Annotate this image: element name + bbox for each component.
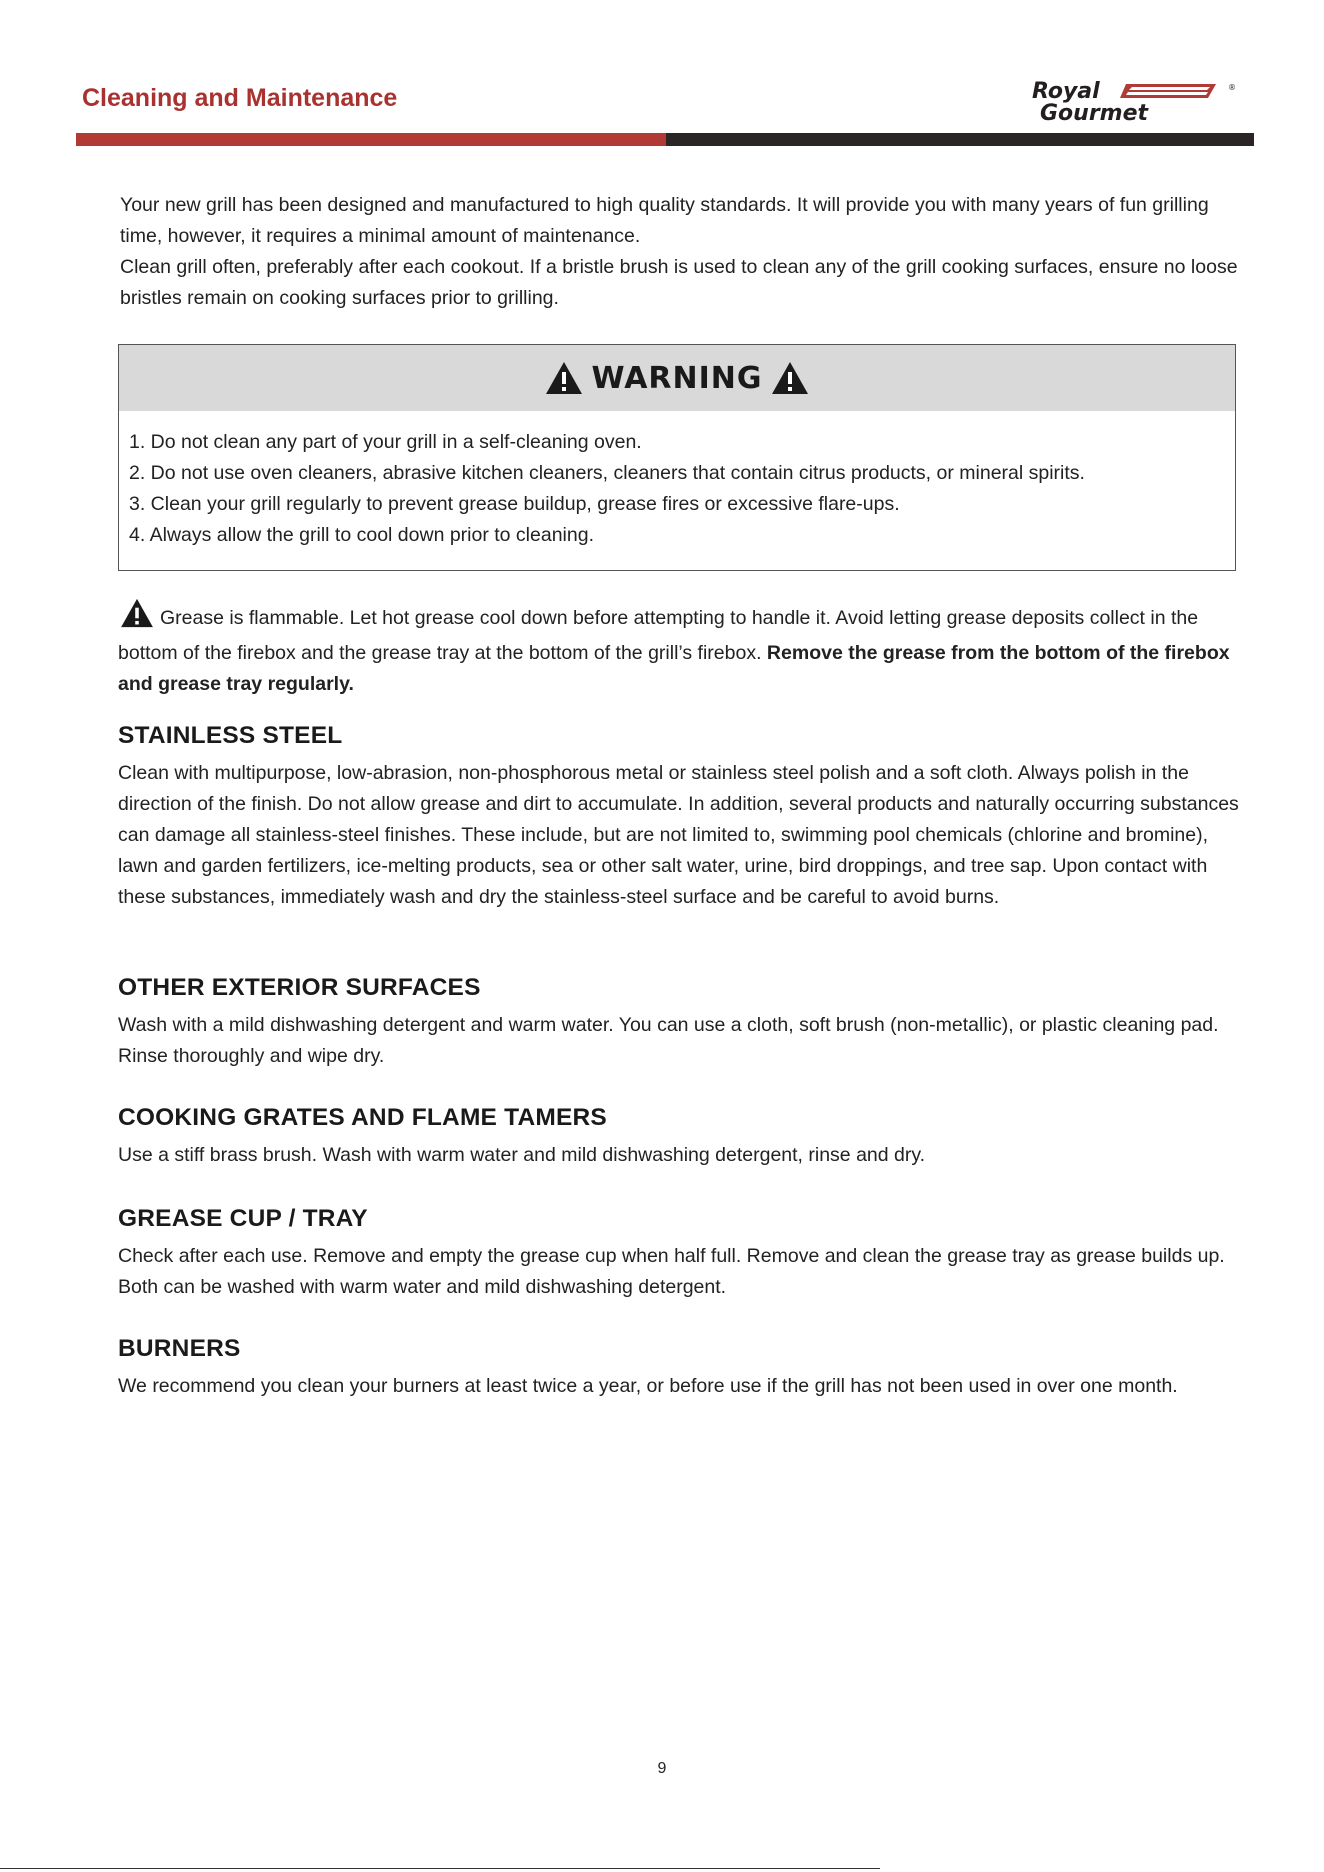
header-bar-dark: [666, 133, 1254, 146]
section-stainless-steel: [118, 722, 1248, 913]
section-body: Wash with a mild dishwashing detergent and warm water. You can use a cloth, soft brush (non-metallic), or plastic cleaning pad. Rinse thoroughly and wipe dry.: [118, 1014, 1219, 1067]
logo-line2: Gourmet: [1040, 101, 1149, 124]
bottom-rule: [0, 1868, 880, 1869]
section-body: We recommend you clean your burners at least twice a year, or before use if the grill has not been used in over one month.: [118, 1375, 1178, 1397]
intro-text: [120, 190, 1240, 314]
grease-caution-note: [118, 598, 1248, 700]
section-body: Clean with multipurpose, low-abrasion, non-phosphorous metal or stainless steel polish and a soft cloth. Always polish in the direction of the finish. Do not allow grease and dirt to accumulate. In addition, several products and naturally occurring substances can damage all stainless-steel finishes. These include, but are not limited to, swimming pool chemicals (chlorine and bromine), lawn and garden fertilizers, ice-melting products, sea or other salt water, urine, bird droppings, and tree sap. Upon contact with these substances, immediately wash and dry the stainless-steel surface and be careful to avoid burns.: [118, 762, 1239, 908]
warning-list: [119, 411, 1235, 551]
royal-gourmet-logo: [1028, 78, 1242, 124]
warning-header: [119, 345, 1235, 411]
warning-box: [118, 344, 1236, 571]
section-grease-cup-tray: [118, 1205, 1248, 1303]
section-cooking-grates: [118, 1104, 1248, 1171]
logo-line1: Royal: [1032, 79, 1100, 104]
warning-triangle-icon: [118, 598, 156, 638]
intro-paragraph-2: Clean grill often, preferably after each cookout. If a bristle brush is used to clean any of the grill cooking surfaces, ensure no loose bristles remain on cooking surfaces prior to grilling.: [120, 256, 1238, 309]
registered-mark: ®: [1228, 83, 1236, 92]
section-heading: STAINLESS STEEL: [118, 722, 343, 749]
header-bar-red: [76, 133, 666, 146]
warning-triangle-icon: [771, 361, 809, 395]
warning-title: WARNING: [591, 360, 763, 396]
warning-item: 4. Always allow the grill to cool down prior to cleaning.: [129, 524, 594, 546]
warning-item: 1. Do not clean any part of your grill in a self-cleaning oven.: [129, 431, 642, 453]
page-number: 9: [657, 1760, 667, 1777]
section-other-exterior-surfaces: [118, 974, 1248, 1072]
intro-paragraph-1: Your new grill has been designed and manufactured to high quality standards. It will provide you with many years of fun grilling time, however, it requires a minimal amount of maintenance.: [120, 194, 1209, 247]
section-body: Use a stiff brass brush. Wash with warm water and mild dishwashing detergent, rinse and dry.: [118, 1144, 926, 1166]
warning-item: 3. Clean your grill regularly to prevent grease buildup, grease fires or excessive flare-ups.: [129, 493, 900, 515]
section-heading: OTHER EXTERIOR SURFACES: [118, 974, 481, 1001]
warning-triangle-icon: [545, 361, 583, 395]
section-heading: COOKING GRATES AND FLAME TAMERS: [118, 1104, 607, 1131]
section-heading: BURNERS: [118, 1335, 241, 1362]
section-burners: [118, 1335, 1248, 1402]
grease-note-bold: Remove the grease from the bottom of the firebox and grease tray regularly.: [118, 642, 1230, 695]
section-heading: GREASE CUP / TRAY: [118, 1205, 368, 1232]
logo-flame-stripes-icon: [1120, 84, 1216, 98]
grease-note-text: Grease is flammable. Let hot grease cool down before attempting to handle it. Avoid letting grease deposits collect in the bottom of the firebox and the grease tray at the bottom of the grill’s firebox.: [118, 607, 1199, 664]
section-body: Check after each use. Remove and empty the grease cup when half full. Remove and clean the grease tray as grease builds up. Both can be washed with warm water and mild dishwashing detergent.: [118, 1245, 1225, 1298]
warning-item: 2. Do not use oven cleaners, abrasive kitchen cleaners, cleaners that contain citrus products, or mineral spirits.: [129, 462, 1085, 484]
page-title: Cleaning and Maintenance: [82, 84, 398, 112]
